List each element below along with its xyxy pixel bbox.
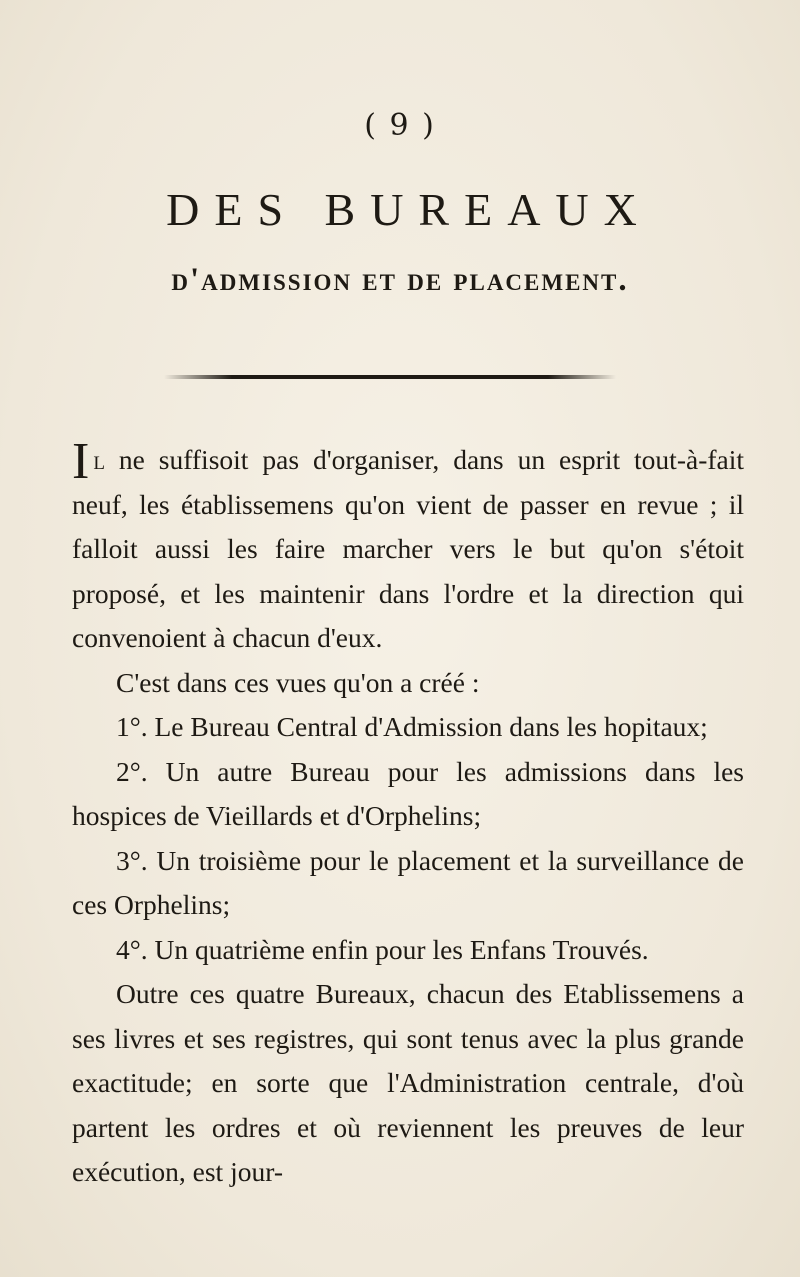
paragraph-outre: Outre ces quatre Bureaux, chacun des Etablissemens a ses livres et ses registres, qui sont tenus avec la plus grande exactitude; en sorte que l'Administration centrale, d'où partent les ordres et où reviennent les preuves de leur exécution, est jour- [72,978,744,1187]
paragraph-intro [72,433,744,661]
section-title: DES BUREAUX [166,184,652,235]
intro-text: ne suffisoit pas d'organiser, dans un esprit tout-à-fait neuf, les établissemens qu'on vient de passer en revue ; il falloit aussi les faire marcher vers le but qu'on s'étoit proposé, et les maintenir dans l'ordre et la direction qui convenoient à chacun d'eux. [72,444,744,653]
section-subtitle: d'admission et de placement. [171,262,629,298]
list-item-2: 2°. Un autre Bureau pour les admissions dans les hospices de Vieillards et d'Orphelins; [72,755,744,831]
list-item-1: 1°. Le Bureau Central d'Admission dans les hopitaux; [116,711,708,742]
drop-cap: I [72,433,90,490]
list-item-4: 4°. Un quatrième enfin pour les Enfans Trouvés. [116,933,649,965]
list-item-3: 3°. Un troisième pour le placement et la surveillance de ces Orphelins; [72,844,744,920]
page-number: ( 9 ) [364,108,436,143]
paragraph-vues: C'est dans ces vues qu'on a créé : [116,666,480,698]
intro-smallcaps: l [93,444,105,475]
horizontal-rule [164,375,616,379]
body-text [72,433,744,1195]
